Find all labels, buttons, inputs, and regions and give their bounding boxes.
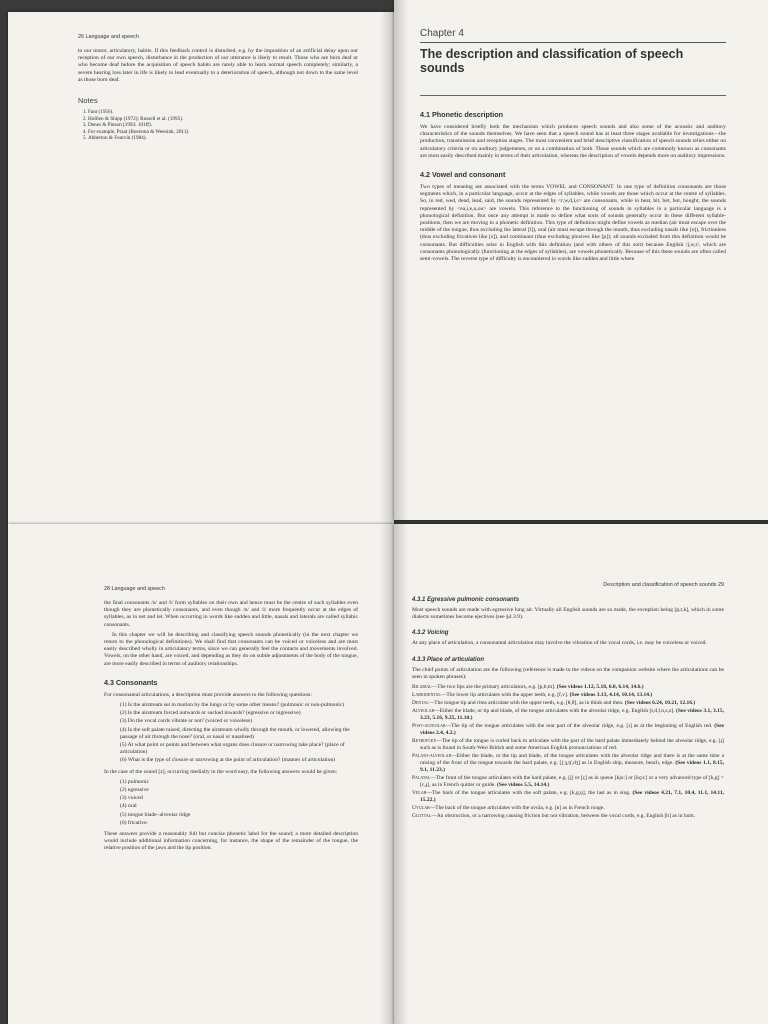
articulation-entry: Retroflex—The tip of the tongue is curled back to articulate with the part of the hard palate immediately behind the alveolar ridge, e.g. [ɻ] such as is found in South-West British and some American English pronunciations of red. [412,738,724,752]
page-27-chapter-opener [394,0,768,520]
note-item: 1. Fant (1956). [88,109,358,116]
articulation-entry: Velar—The back of the tongue articulates with the soft palate, e.g. [k,g,ŋ], the last as in sing. (See videos 4.21, 7.1, 10.4, 11.1, 14.11, 15.22.) [412,790,724,804]
section-heading: 4.2 Vowel and consonant [420,170,506,180]
note-item: 4. For example, Praat (Boersma & Weenink, 2011). [88,129,358,136]
note-item: 5. Abberton & Fourcin (1984). [88,135,358,142]
answer-item: (3) voiced [120,795,143,802]
articulation-entry: Bilabial—The two lips are the primary articulators, e.g. [p,b,m]. (See videos 1.12, 5.18, 6.0, 6.14, 14.6.) [412,684,644,691]
paragraph: to our motor, articulatory, habits. If this feedback control is disturbed, e.g. by the imposition of an artificial delay upon our reception of our own speech, disturbance in the production of our utterance is likely to result. Those who are born deaf or who become deaf before the acquisition of speech habits are rarely able to learn normal speech completely; similarly, a severe hearing loss later in life is likely to lead eventually to a deterioration of speech, although not down to the same level as those born deaf. [78,48,358,83]
question-list [104,702,358,765]
paragraph: For consonantal articulations, a description must provide answers to the following questions: [104,691,312,698]
section-divider [420,95,726,96]
paragraph: The chief points of articulation are the following (reference is made to the videos on the companion website where the articulations can be seen in spoken phrases): [412,666,724,680]
note-item: 3. Denes & Pinson (1993: 101ff). [88,122,358,129]
subsection-heading: 4.3.1 Egressive pulmonic consonants [412,597,520,603]
answer-item: (1) pulmonic [120,778,150,785]
articulation-entry: Glottal—An obstruction, or a narrowing causing friction but not vibration, between the vocal cords, e.g. English [h] as in hum. [412,813,695,820]
articulation-entry: Dental—The tongue tip and rims articulate with the upper teeth, e.g. [θ,ð], as in think and then. (See videos 6.24, 10.21, 12.16.) [412,700,696,707]
subsection-heading: 4.3.2 Voicing [412,630,449,637]
articulation-entry: Palato-alveolar—Either the blade, or the tip and blade, of the tongue articulates with the alveolar ridge and there is at the same time a raising of the front of the tongue towards the hard palate, e.g. [ʃ,ʒ,tʃ,dʒ] as in English ship, measure, beach, edge. (See videos 1.1, 8.15, 9.1, 11.23.) [412,753,724,774]
notes-heading: Notes [78,96,98,106]
answer-item: (5) tongue blade–alveolar ridge [120,811,191,818]
paragraph: Most speech sounds are made with egressive lung air. Virtually all English sounds are so made, the exception being [p,t,k], which in some dialects sometimes become ejectives (see §4.3.9). [412,607,724,621]
notes-list [78,109,358,142]
question-item: (4) Is the soft palate raised, directing the airstream wholly through the mouth, or lowered, allowing the passage of air through the nose? (oral, or nasal or nasalised) [120,726,350,740]
paragraph: the final consonants /n/ and /l/ form syllables on their own and hence must be the centre of such syllables even though they are phonetically consonants, and even though /n/ and /l/ more frequently occur at the edges of syllables, as in net and let. When occurring in words like sudden and little, nasals and laterals are called syllabic consonants. [104,600,358,628]
articulation-entry: Uvular—The back of the tongue articulates with the uvula, e.g. [ʀ] as in French rouge. [412,805,605,812]
articulation-entry: Labiodental—The lower lip articulates with the upper teeth, e.g. [f,v]. (See videos 3.13, 4.14, 10.14, 13.14.) [412,692,653,699]
paragraph: We have considered briefly both the mechanism which produces speech sounds and also some of the acoustic and auditory characteristics of the sounds themselves. We have seen that a speech sound has at least three stages available for investigations—the production, transmission and reception stages. The most convenient and brief descriptive classification of speech sounds relies either on articulatory criteria or on auditory judgements, or on a combination of both. Those sounds which are commonly known as consonants are most easily described mainly in terms of their articulation, whereas the description of vowels depends more on auditory impressions. [420,124,726,159]
note-item: 2. Hollien & Shipp (1972); Russell et al. (1995). [88,116,358,123]
section-heading: 4.1 Phonetic description [420,110,504,119]
question-item: (6) What is the type of closure or narrowing at the point of articulation? (manner of articulation) [120,757,336,764]
paragraph: In the case of the sound [z], occurring medially in the word easy, the following answers would be given: [104,768,338,775]
section-heading: 4.3 Consonants [104,677,158,687]
answer-item: (2) egressive [120,787,149,794]
subsection-heading: 4.3.3 Place of articulation [412,656,485,663]
chapter-label: Chapter 4 [420,28,726,43]
paragraph: Two types of meaning are associated with the terms VOWEL and CONSONANT. In one type of definition consonants are those segments which, in a particular language, occur at the edges of syllables, while vowels are those which occur at the centre of syllables. So, in red, wed, dead, lead, said, the sounds represented by <r,w,d,l,s> are consonants, while in beat, bit, bet, but, bought, the sounds represented by <ea,i,e,u,ou> are vowels. This reference to the functioning of sounds in syllables in a particular language is a phonological definition. But once any attempt is made to define what sorts of sounds generally occur in these different syllable-positions, then we are moving to a phonetic definition. This type of definition might define vowels as median (air must escape over the middle of the tongue, thus excluding the lateral [l]), oral (air must escape through the mouth, thus excluding nasals like [n]), frictionless (thus excluding fricatives like [s]), and continuant (thus excluding plosives like [p]); all sounds excluded from this definition would be consonants. But difficulties arise in English with this definition (and with others of this sort) because English /j,w,r/, which are consonants phonologically (functioning at the edges of syllables), are vowels phonetically. Because of this these sounds are often called semi-vowels. The reverse type of difficulty is encountered in words like sudden and little where [420,184,726,263]
page-26 [8,12,394,524]
chapter-title: The description and classification of speech sounds [420,47,684,75]
paragraph: At any place of articulation, a consonantal articulation may involve the vibration of the vocal cords, i.e. may be voiceless or voiced. [412,640,707,647]
page-29 [394,524,768,1024]
articulation-entry: Post-alveolar—The tip of the tongue articulates with the rear part of the alveolar ridge, e.g. [ɹ] as at the beginning of English red. (See videos 2.4, 4.2.) [412,723,725,737]
running-head: 26 Language and speech [78,34,139,40]
running-head: Description and classification of speech sounds 29 [603,582,724,588]
articulation-entry: Alveolar—Either the blade, or tip and blade, of the tongue articulates with the alveolar ridge, e.g. English [t,d,l,n,s,z]. (See videos 3.1, 3.15, 3.23, 5.16, 9.25, 11.10.) [412,708,724,722]
answer-list [104,779,358,827]
articulation-entry: Palatal—The front of the tongue articulates with the hard palate, e.g. [j] or [ç] as in queue [kju:] or [kçu:] or a very advanced type of [k,g] = [c,ɟ], as in French quitter or guide. (See videos 5.5, 14.14.) [412,775,724,789]
running-head: 28 Language and speech [104,586,165,592]
paragraph: In this chapter we will be describing and classifying speech sounds phonetically (in the next chapter we return to the phonological definitions). We shall find that consonants can be voiced or voiceless and are most easily described wholly in articulatory terms, since we can generally feel the contacts and movements involved. Vowels, on the other hand, are voiced, and depending as they do on subtle adjustments of the body of the tongue, are more easily described in terms of auditory relationships. [104,631,358,667]
page-28 [8,524,394,1024]
answer-item: (4) oral [120,803,137,810]
paragraph: These answers provide a reasonably full but concise phonetic label for the sound; a more detailed description would include additional information concerning, for instance, the shape of the remainder of the tongue, the relative position of the jaws and the lip position. [104,831,358,852]
question-item: (2) Is the airstream forced outwards or sucked inwards? (egressive or ingressive) [120,710,301,717]
answer-item: (6) fricative. [120,819,148,826]
question-item: (3) Do the vocal cords vibrate or not? (voiced or voiceless) [120,718,253,725]
question-item: (1) Is the airstream set in motion by the lungs or by some other means? (pulmonic or non-pulmonic) [120,702,345,709]
question-item: (5) At what point or points and between what organs does closure or narrowing take place? (place of articulation) [120,742,345,756]
